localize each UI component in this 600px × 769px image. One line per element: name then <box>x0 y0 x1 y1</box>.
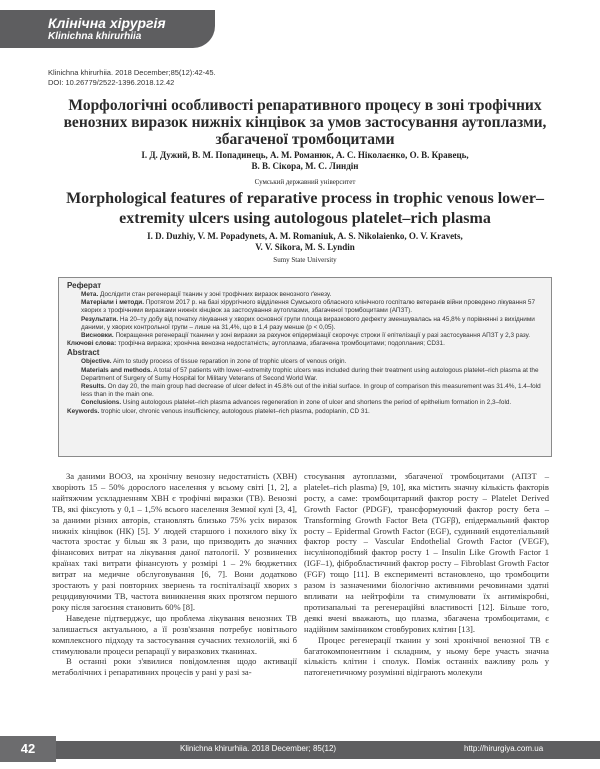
body-paragraph: Наведене підтверджує, що проблема лікування венозних ТВ залишається актуальною, а її розв'язання потребує новітнього комплексного підходу та застосування сучасних технологій, які б стимулювали процеси репарації у виразкових тканинах. <box>52 612 297 656</box>
body-paragraph: стосування аутоплазми, збагаченої тромбоцитами (АПЗТ – platelet–rich plasma) [9, 10], яка містить значну кількість факторів росту, а саме: тромбоцитарний фактор росту – Platelet Derived Growth Factor (PDGF), трансформуючий фактор росту бета – Transforming Growth Factor Beta (TGFβ), епідермальний фактор росту – Epidermal Growth Factor (EGF), судинний ендотеліальний фактор росту – Vascular Endothelial Growth Factor (VEGF), інсуліноподібний фактор росту 1 – Insulin Like Growth Factor 1 (IGF–1), фібробластичний фактор росту – Fibroblast Growth Factor (FGF) тощо [11]. В експерименті встановлено, що тромбоцити разом із зазначеними біологічно активними речовинами здатні впливати на нейтрофіли та стимулювати їх антимікробні, протизапальні та регенераційні властивості [12]. Більше того, деякі вчені вважають, що плазма, збагачена тромбоцитами, є надійним замінником стовбурових клітин [13]. <box>304 471 549 634</box>
text: A total of 57 patients with lower–extremity trophic ulcers was included during their treatment using autologous platelet–rich plasma at the Department of Surgery of Sumy Hospital for Military Veterans of Second World War. <box>81 366 539 382</box>
abstract-en-keywords <box>67 408 543 416</box>
affiliation-ua: Сумський державний університет <box>254 178 356 186</box>
page-number: 42 <box>0 736 56 762</box>
journal-tab <box>0 10 215 48</box>
label: Conclusions. <box>81 399 122 407</box>
text: Покращення регенерації тканини у зоні виразки за рахунок епідермізації скорочує строки її епітелізації у разі застосування АПЗТ у 2,3 разу. <box>115 332 530 340</box>
abstract-en-heading: Abstract <box>67 348 100 358</box>
label: Результати. <box>81 315 119 323</box>
authors-ua-line2: В. В. Сікора, М. С. Линдін <box>251 161 359 171</box>
abstract-box <box>58 277 552 457</box>
authors-ua-line1: І. Д. Дужий, В. М. Попадинець, А. М. Романюк, А. С. Ніколаєнко, О. В. Кравець, <box>141 150 469 160</box>
abstract-ua-keywords <box>67 340 543 348</box>
affiliation-en: Sumy State University <box>273 256 337 264</box>
body-column-left <box>52 471 297 678</box>
authors-ua <box>60 150 550 172</box>
text: Using autologous platelet–rich plasma advances regeneration in zone of ulcer and shortens the period of epithelium formation in 2,3–fold. <box>122 399 512 407</box>
label: Keywords. <box>67 407 100 415</box>
text: On day 20, the main group had decrease of ulcer defect in 45.8% out of the initial surface. In group of comparison this measurement was 31.4%, 1.4–fold less than in the main one. <box>81 383 541 399</box>
title-en: Morphological features of reparative process in trophic venous lower–extremity ulcers using autologous platelet–rich plasma <box>66 190 544 227</box>
authors-en-line2: V. V. Sikora, M. S. Lyndin <box>255 242 355 252</box>
citation: Klinichna khirurhiia. 2018 December;85(12):42-45. <box>48 68 216 77</box>
abstract-ua-results <box>81 316 543 332</box>
text: трофічна виразка; хронічна венозна недостатність; аутоплазма, збагачена тромбоцитами; подоплания; CD31. <box>118 340 445 348</box>
abstract-en-objective <box>81 358 543 366</box>
label: Мета. <box>81 291 99 298</box>
abstract-ua-conclusions <box>81 332 543 340</box>
doi: DOI: 10.26779/2522-1396.2018.12.42 <box>48 78 175 87</box>
text: trophic ulcer, chronic venous insufficiency, autologous platelet–rich plasma, podoplanin, CD 31. <box>101 407 370 415</box>
article-meta <box>48 68 216 88</box>
abstract-ua-goal <box>81 291 543 299</box>
title-ua: Морфологічні особливості репаративного процесу в зоні трофічних венозних виразок нижніх кінцівок за умов застосування аутоплазми, збагаченої тромбоцитами <box>63 97 547 148</box>
authors-en <box>60 231 550 253</box>
footer-journal: Klinichna khirurhiia. 2018 December; 85(12) <box>180 744 337 753</box>
label: Ключові слова: <box>67 340 117 348</box>
abstract-en-results <box>81 383 543 399</box>
journal-name-en: Klinichna khirurhiia <box>48 31 142 42</box>
abstract-ua-heading: Реферат <box>67 281 102 290</box>
text: Aim to study process of tissue reparation in zone of trophic ulcers of venous origin. <box>112 358 347 366</box>
label: Results. <box>81 383 106 391</box>
body-paragraph: За даними ВООЗ, на хронічну венозну недостатність (ХВН) хворіють 15 – 50% дорослого населення у всьому світі [1, 2], а найтяжчим ускладненням ХВН є трофічні виразки (ТВ). Венозні ТВ, які фіксують у 0,1 – 1,5% всього населення Земної кулі [3, 4], за даними різних авторів, становлять близько 75% усіх виразок нижніх кінцівок (НК) [5]. У людей старшого і похилого віку їх частота зростає у більш як 3 рази, що призводить до значних фінансових витрат на лікування даної патології. У розвинених країнах такі витрати фінансують у розмірі 1 – 2% бюджетних витрат на медичне обслуговування [6, 7]. Вони додатково зростають у разі повторних звернень та госпіталізації хворих з рецидивуючими ТВ, частота виникнення яких протягом першого року після загоєння становить 60% [8]. <box>52 471 297 612</box>
text: Дослідити стан регенерації тканин у зоні трофічних виразок венозного ґенезу. <box>100 291 332 298</box>
journal-name-ua: Клінічна хірургія <box>48 15 166 31</box>
authors-en-line1: I. D. Duzhiy, V. M. Popadynets, A. M. Romaniuk, A. S. Nikolaienko, O. V. Kravets, <box>147 231 463 241</box>
body-paragraph: В останні роки з'явилися повідомлення щодо активації метаболічних і репаративних процесів у рані у разі за- <box>52 656 297 678</box>
abstract-en-conclusions <box>81 399 543 407</box>
header-band <box>0 0 600 56</box>
label: Materials and methods. <box>81 366 153 374</box>
text: На 20–ту добу від початку лікування у хворих основної групи площа виразкового дефекту зменшувалась на 45,8% у порівнянні з вихідними даними, у хворих контрольної групи – лише на 31,4%, що в 1,4 разу менше (p < 0,05). <box>81 315 535 331</box>
abstract-ua-methods <box>81 299 543 315</box>
body-column-right <box>304 471 549 678</box>
body-paragraph: Процес регенерації тканин у зоні хронічної венозної ТВ є багатокомпонентним і складним, у ньому бере участь значна кількість клітин і сполук. Поміж останніх важливу роль у патогенетичному розумінні відіграють молекули <box>304 634 549 678</box>
text: Протягом 2017 р. на базі хірургічного відділення Сумського обласного клінічного госпіталю ветеранів війни проведено лікування 57 хворих з трофічними виразками нижніх кінцівок за застосування аутоплазми, збагаченої тромбоцитами (АПЗТ). <box>81 299 535 315</box>
label: Матеріали і методи. <box>81 299 145 307</box>
abstract-en-methods <box>81 367 543 383</box>
label: Objective. <box>81 358 112 366</box>
footer-url[interactable]: http://hirurgiya.com.ua <box>464 744 544 753</box>
label: Висновки. <box>81 332 114 340</box>
